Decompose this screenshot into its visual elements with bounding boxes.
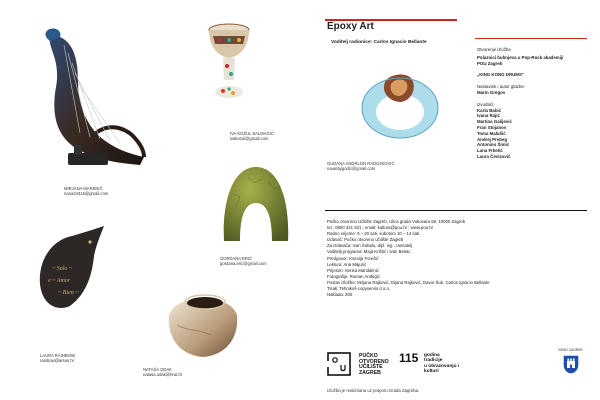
anniversary-number: 115 [399,351,419,365]
city-label: GRAD ZAGREB [558,348,583,352]
goblet-image [203,22,255,110]
anniversary-text [424,353,459,375]
performer: Antonino Šimić [477,142,510,148]
pou-logo-mark [327,352,351,376]
bird-sculpture-image [30,224,110,314]
artist-name: MIRJANA MARENIĆ [64,186,103,191]
performer: Toma Malušić [477,130,506,136]
caption-arch [220,256,267,266]
caption-goblet [230,131,274,141]
colophon-line: Tisak: Tehnikoš-copyservis d.o.o. [327,286,391,292]
artist-email: ivakozul@gmail.com [230,136,269,142]
artist-name: GUDANA ANDRLON RADOJKOVIĆ [327,161,395,166]
teacher-name: Marin Gregov [477,89,506,95]
colophon-line: Postav izložbe: Mirjana Rajković, Dijana Rajković, Davor Šuk, Carlos Ignacio Bellante [327,279,490,285]
anniversary-line: godina [424,353,440,358]
footer-note: Izložba je realizirana uz potporu Grada Zagreba. [327,388,420,393]
logo-line: UČILIŠTE [359,364,383,371]
anniversary-line: kulturi [424,369,439,375]
anniversary-line: u obrazovanju i [424,363,460,369]
colophon-line: Pučko otvoreno Učilište Zagreb, Ulica grada Vukovara 68, 10000 Zagreb [327,219,466,224]
caption-pot [143,367,182,377]
exhibition-venue-line: Polaznici bubnjeva u Pop-Rock akademiji [477,54,564,60]
colophon-line: Radno vrijeme: 9 – 20 sati, subotom 10 – 14 sati. [327,231,421,237]
colophon-line: Lektura: Ana Majurić [327,261,367,267]
artist-email: natasa.odak@hrat.hr [143,372,183,378]
svg-text:e ~ Amor: e ~ Amor [48,278,71,284]
caption-ring [327,161,394,171]
caption-harp [64,186,108,196]
colophon-line: tel.: 0800 321 521 ; email: kultura@pou.hr ; www.pou.hr [327,225,434,231]
colophon-line: Za izdavača: Ivan Šubalo, dipl. ing., ravnatelj [327,243,413,249]
pou-logo-text [359,354,389,376]
colophon-line: Naklada: 200 [327,292,353,298]
caption-bird [40,353,75,363]
colophon-line: Voditelji programa: Maja Krištić i Ivan Bekac [327,249,411,255]
zagreb-coat-of-arms-icon [563,355,579,374]
performer: Lana Frketić [477,148,503,154]
pot-image [163,285,243,359]
colophon-line: Fotografije: Roman Anđegić [327,273,381,279]
anniversary-line: tradicije [424,358,443,364]
artist-email: rainbow@arsus.hr [40,358,75,364]
exhibition-heading: Otvorenje izložbe [477,47,511,52]
performer: Martina Galijević [477,119,512,125]
artist-email: nauetaygodic@gmail.com [327,166,376,172]
ring-image [355,68,445,148]
harp-sculpture-image [40,25,155,175]
colophon-line: Izdavač: Pučko otvoreno učilište Zagreb [327,237,404,243]
artist-name: NATAŠA ODAK [143,367,172,372]
performance-title: „KING KONG DRUMS“ [477,72,525,78]
exhibition-venue-line: POU Zagreb [477,60,503,66]
artist-name: LAURA RAINBOW [40,353,75,358]
logo-line: PUČKO [359,353,378,359]
colophon-line: Predgovor: Ksenija Forešić [327,255,379,261]
artist-name: IVA KOŽUL SALMAGIĆ [230,131,274,136]
logo-line: ZAGREB [359,369,381,376]
exhibition-info [477,47,563,160]
svg-text:~ Solo ~: ~ Solo ~ [52,266,73,272]
performer: Andrej Prebeg [477,136,508,142]
performer: Laura Čevizović [477,153,511,159]
performers-heading: Izvođači: [477,101,495,107]
artist-email: gordana.eric@gmail.com [220,261,267,267]
exhibition-rule-red [475,38,587,39]
logo-line: OTVORENO [359,358,389,365]
colophon-line: Prijelom: Senka Mandalinić [327,267,379,273]
arch-sculpture-image [218,163,294,245]
artist-email: nana24416@gmail.com [64,191,109,197]
svg-text:~ Bien ~: ~ Bien ~ [58,290,79,296]
performer: Karla Babić [477,107,502,113]
colophon-rule [325,210,587,211]
performer: Fran Stojanov [477,124,507,130]
colophon [327,219,490,298]
artist-name: GORDANA ERIĆ [220,256,253,261]
performer: Ivana Rajić [477,113,500,119]
page-title: Epoxy Art [327,21,374,32]
page-subtitle: Voditelj radionice: Carlos Ignacio Bellante [331,40,427,45]
teacher-heading: Nastavnik i autor glazbe: [477,84,526,90]
